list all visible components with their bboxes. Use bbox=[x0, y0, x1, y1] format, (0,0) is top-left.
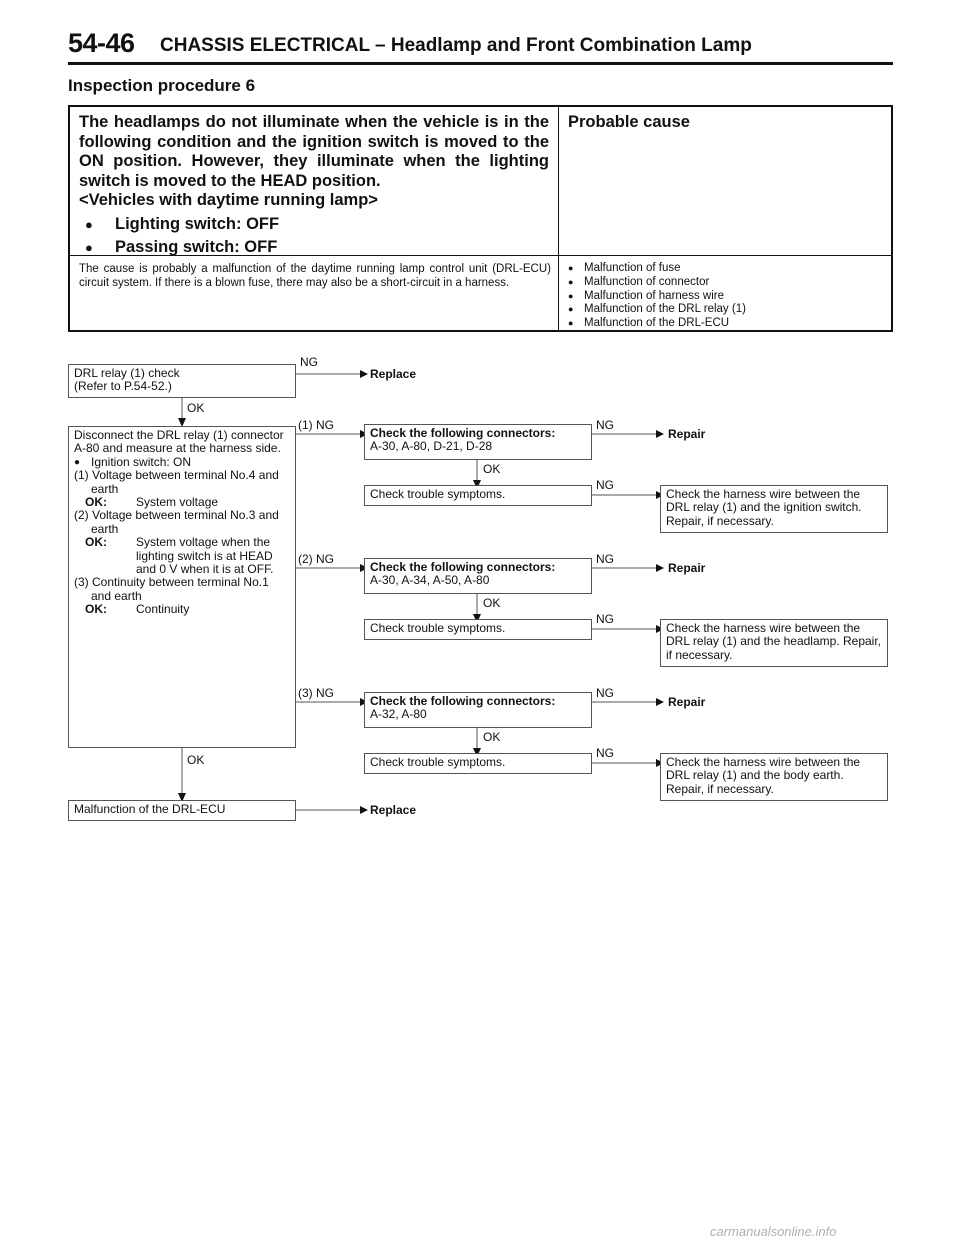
trouble-symptoms-box-3 bbox=[364, 753, 592, 774]
ok-key: OK: bbox=[85, 602, 107, 617]
cause-label: Malfunction of connector bbox=[584, 275, 710, 288]
ng-2-label: (2) NG bbox=[298, 552, 334, 566]
step-text: Ignition switch: ON bbox=[91, 454, 192, 469]
section-title: CHASSIS ELECTRICAL – Headlamp and Front Combination Lamp bbox=[160, 35, 752, 56]
drl-ecu-malfunction-box bbox=[68, 800, 296, 821]
ok-label: OK bbox=[483, 730, 501, 744]
ng-label: NG bbox=[596, 686, 614, 700]
ng-label: NG bbox=[300, 355, 318, 369]
ok-key: OK: bbox=[85, 535, 107, 550]
box-title: Check the following connectors: bbox=[370, 426, 556, 440]
connector-check-box-3 bbox=[364, 692, 592, 728]
cause-label: Malfunction of the DRL-ECU bbox=[584, 317, 730, 330]
cause-label: Malfunction of the DRL relay (1) bbox=[584, 303, 746, 316]
ng-label: NG bbox=[596, 418, 614, 432]
ng-label: NG bbox=[596, 552, 614, 566]
step-ok bbox=[74, 496, 291, 509]
connector-list: A-32, A-80 bbox=[370, 707, 427, 722]
ng-3-label: (3) NG bbox=[298, 686, 334, 700]
ok-value: System voltage bbox=[136, 495, 219, 510]
step-item: earth bbox=[91, 521, 119, 536]
condition-label: Passing switch: OFF bbox=[115, 238, 278, 256]
cause-label: Malfunction of harness wire bbox=[584, 289, 724, 302]
ng-label: NG bbox=[596, 612, 614, 626]
measurement-steps bbox=[74, 429, 291, 617]
cause-label: Malfunction of fuse bbox=[584, 262, 681, 274]
bullet-icon: ● bbox=[568, 304, 574, 315]
disconnect-measure-box bbox=[68, 426, 296, 748]
probable-cause-heading: Probable cause bbox=[568, 113, 690, 131]
arrow-right-icon bbox=[360, 806, 368, 814]
box-title: Check the following connectors: bbox=[370, 560, 556, 574]
harness-check-box-1 bbox=[660, 485, 888, 533]
condition-label: Lighting switch: OFF bbox=[115, 214, 280, 233]
box-line: DRL relay (1) check bbox=[74, 366, 180, 380]
ok-value: Continuity bbox=[136, 602, 190, 617]
cause-description: The cause is probably a malfunction of the daytime running lamp control unit (DRL-ECU) circuit system. If there is a blown fuse, there may also be a short-circuit in a harness. bbox=[79, 263, 551, 289]
ng-label: NG bbox=[596, 746, 614, 760]
bullet-icon: ● bbox=[568, 276, 574, 287]
condition-text: The headlamps do not illuminate when the vehicle is in the following condition and the ignition switch is moved to the ON position. However, they illuminate when the lighting switch is moved to the HEAD position. bbox=[79, 113, 549, 190]
ng-1-label: (1) NG bbox=[298, 418, 334, 432]
step-item: (3) Continuity between terminal No.1 bbox=[74, 575, 269, 590]
replace-result: Replace bbox=[370, 803, 417, 817]
step-bullet bbox=[74, 456, 291, 469]
box-text: Check trouble symptoms. bbox=[370, 621, 506, 635]
connector-list: A-30, A-34, A-50, A-80 bbox=[370, 573, 490, 588]
repair-result: Repair bbox=[668, 695, 706, 709]
arrow-right-icon bbox=[656, 564, 664, 572]
bullet-icon: ● bbox=[85, 240, 93, 255]
repair-result: Repair bbox=[668, 561, 706, 575]
ok-label: OK bbox=[483, 462, 501, 476]
arrow-right-icon bbox=[656, 698, 664, 706]
step-ok bbox=[74, 536, 291, 576]
box-text: Check trouble symptoms. bbox=[370, 755, 506, 769]
box-text: Check the harness wire between the DRL relay (1) and the body earth. Repair, if necessary. bbox=[666, 755, 861, 796]
procedure-title: Inspection procedure 6 bbox=[68, 76, 256, 95]
condition-note: <Vehicles with daytime running lamp> bbox=[79, 191, 378, 209]
replace-result: Replace bbox=[370, 367, 417, 381]
harness-check-box-2 bbox=[660, 619, 888, 667]
box-text: Malfunction of the DRL-ECU bbox=[74, 802, 226, 816]
connector-check-box-2 bbox=[364, 558, 592, 594]
ng-label: NG bbox=[596, 478, 614, 492]
box-line: (Refer to P.54-52.) bbox=[74, 379, 172, 394]
bullet-icon: ● bbox=[85, 216, 93, 232]
box-text: Check the harness wire between the DRL relay (1) and the ignition switch. Repair, if necessary. bbox=[666, 487, 862, 528]
bullet-icon: ● bbox=[568, 318, 574, 329]
ok-label: OK bbox=[187, 753, 205, 767]
ok-value: System voltage when the lighting switch is at HEAD and 0 V when it is at OFF. bbox=[136, 535, 274, 577]
bullet-icon: ● bbox=[568, 290, 574, 301]
step-ok bbox=[74, 603, 291, 616]
connector-check-box-1 bbox=[364, 424, 592, 460]
step-intro: Disconnect the DRL relay (1) connector A-80 and measure at the harness side. bbox=[74, 428, 284, 456]
step-item: earth bbox=[91, 481, 119, 496]
ok-label: OK bbox=[483, 596, 501, 610]
drl-relay-check-box bbox=[68, 364, 296, 398]
trouble-symptoms-box-1 bbox=[364, 485, 592, 506]
box-text: Check the harness wire between the DRL relay (1) and the headlamp. Repair, if necessary. bbox=[666, 621, 882, 662]
trouble-symptoms-box-2 bbox=[364, 619, 592, 640]
ok-label: OK bbox=[187, 401, 205, 415]
box-title: Check the following connectors: bbox=[370, 694, 556, 708]
ok-key: OK: bbox=[85, 495, 107, 510]
page-number: 54-46 bbox=[68, 28, 135, 58]
step-item: (2) Voltage between terminal No.3 and bbox=[74, 508, 279, 523]
watermark: carmanualsonline.info bbox=[710, 1224, 837, 1239]
bullet-icon: ● bbox=[74, 456, 81, 468]
arrow-right-icon bbox=[656, 430, 664, 438]
connector-list: A-30, A-80, D-21, D-28 bbox=[370, 439, 493, 454]
step-item: (1) Voltage between terminal No.4 and bbox=[74, 468, 279, 483]
arrow-right-icon bbox=[360, 370, 368, 378]
step-item: and earth bbox=[91, 588, 142, 603]
bullet-icon: ● bbox=[568, 263, 574, 273]
harness-check-box-3 bbox=[660, 753, 888, 801]
box-text: Check trouble symptoms. bbox=[370, 487, 506, 501]
repair-result: Repair bbox=[668, 427, 706, 441]
